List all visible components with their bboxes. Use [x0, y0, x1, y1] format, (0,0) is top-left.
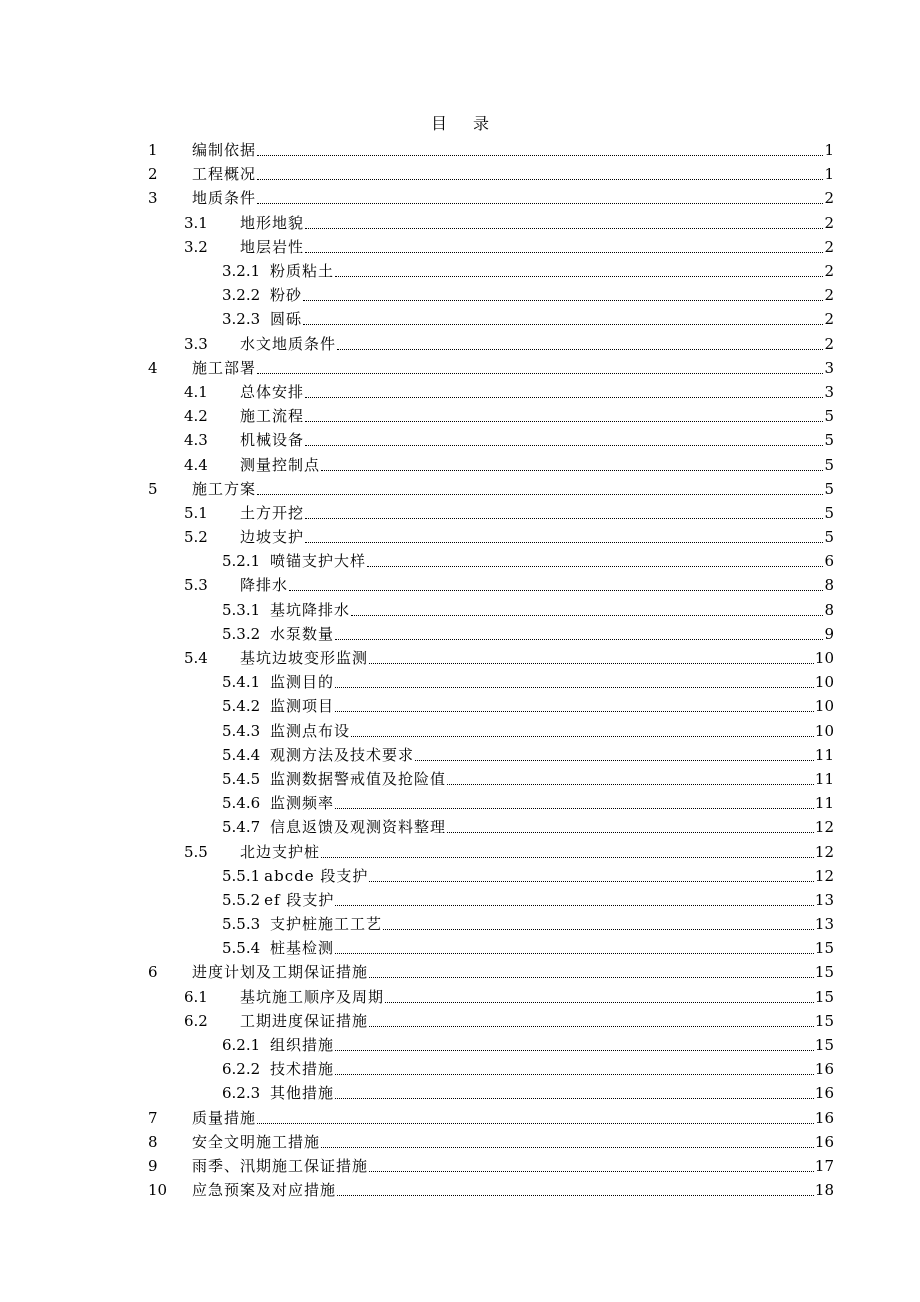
toc-entry-title: 进度计划及工期保证措施 [192, 963, 369, 982]
dot-leader [337, 335, 823, 353]
dot-leader [303, 310, 823, 328]
toc-entry-page-number: 15 [814, 963, 834, 982]
toc-entry[interactable] [148, 936, 834, 960]
toc-heading [0, 114, 920, 134]
dot-leader [321, 456, 823, 474]
toc-entry-page-number: 2 [824, 286, 834, 305]
dot-leader [321, 843, 814, 861]
toc-entry-number: 5.5 [184, 842, 208, 861]
toc-entry-page-number: 8 [824, 600, 834, 619]
toc-entry-page-number: 10 [814, 673, 834, 692]
toc-entry-title: 编制依据 [192, 141, 257, 160]
toc-entry-number: 7 [148, 1108, 158, 1127]
toc-entry[interactable] [148, 598, 834, 622]
toc-entry[interactable] [148, 1081, 834, 1105]
toc-entry-number: 3.2 [184, 237, 208, 256]
dot-leader [351, 601, 823, 619]
toc-entry-page-number: 5 [824, 407, 834, 426]
dot-leader [305, 214, 823, 232]
toc-entry-title: 监测频率 [270, 794, 335, 813]
dot-leader [335, 891, 814, 909]
toc-entry-number: 4.2 [184, 407, 208, 426]
dot-leader [335, 1084, 814, 1102]
toc-entry[interactable] [148, 622, 834, 646]
toc-entry-title: 施工流程 [240, 407, 305, 426]
toc-entry[interactable] [148, 960, 834, 984]
toc-entry-page-number: 12 [814, 866, 834, 885]
toc-entry-page-number: 2 [824, 334, 834, 353]
toc-entry[interactable] [148, 839, 834, 863]
dot-leader [337, 1181, 814, 1199]
toc-entry-title: 总体安排 [240, 382, 305, 401]
toc-entry-page-number: 11 [814, 769, 834, 788]
dot-leader [305, 407, 823, 425]
toc-entry-title: 粉质粘土 [270, 262, 335, 281]
toc-entry-number: 6.1 [184, 987, 208, 1006]
toc-entry-number: 5.4.6 [222, 794, 261, 813]
toc-entry-page-number: 16 [814, 1132, 834, 1151]
toc-heading-char-2: 录 [473, 114, 490, 133]
toc-entry[interactable] [148, 719, 834, 743]
toc-entry-page-number: 3 [824, 382, 834, 401]
toc-entry-page-number: 12 [814, 818, 834, 837]
toc-entry-number: 3.2.3 [222, 310, 261, 329]
toc-entry-title: 基坑施工顺序及周期 [240, 987, 385, 1006]
toc-entry-number: 5.2 [184, 528, 208, 547]
dot-leader [383, 915, 814, 933]
toc-entry-title: 地形地貌 [240, 213, 305, 232]
toc-entry-number: 6 [148, 963, 158, 982]
toc-entry[interactable] [148, 1154, 834, 1178]
toc-entry-number: 5.5.2 [222, 890, 261, 909]
dot-leader [335, 262, 823, 280]
dot-leader [335, 939, 814, 957]
toc-entry-title: 地质条件 [192, 189, 257, 208]
toc-entry-title: 施工部署 [192, 358, 257, 377]
toc-entry-title: 基坑边坡变形监测 [240, 649, 369, 668]
toc-entry-title: 其他措施 [270, 1084, 335, 1103]
toc-entry-number: 4.1 [184, 382, 208, 401]
toc-entry-page-number: 5 [824, 503, 834, 522]
toc-entry[interactable] [148, 162, 834, 186]
toc-entry-title: 测量控制点 [240, 455, 321, 474]
toc-entry-title: 机械设备 [240, 431, 305, 450]
toc-entry[interactable] [148, 888, 834, 912]
toc-entry-page-number: 18 [814, 1181, 834, 1200]
toc-entry[interactable] [148, 307, 834, 331]
toc-entry[interactable] [148, 815, 834, 839]
dot-leader [305, 431, 823, 449]
toc-entry-page-number: 8 [824, 576, 834, 595]
dot-leader [305, 504, 823, 522]
toc-entry-page-number: 1 [824, 141, 834, 160]
toc-entry-number: 5.1 [184, 503, 208, 522]
toc-entry-page-number: 5 [824, 431, 834, 450]
toc-entry-page-number: 5 [824, 455, 834, 474]
toc-entry-title: 观测方法及技术要求 [270, 745, 415, 764]
dot-leader [369, 1012, 814, 1030]
toc-entry-number: 8 [148, 1132, 158, 1151]
toc-entry[interactable] [148, 1057, 834, 1081]
toc-entry-title: 信息返馈及观测资料整理 [270, 818, 447, 837]
toc-entry-title: 土方开挖 [240, 503, 305, 522]
dot-leader [257, 165, 823, 183]
toc-entry-number: 3.2.2 [222, 286, 261, 305]
toc-entry-title: 水文地质条件 [240, 334, 337, 353]
toc-entry-number: 5.5.3 [222, 915, 261, 934]
toc-entry-title: 边坡支护 [240, 528, 305, 547]
toc-entry-number: 3 [148, 189, 158, 208]
dot-leader [335, 1060, 814, 1078]
toc-entry-number: 5.3 [184, 576, 208, 595]
toc-entry[interactable] [148, 211, 834, 235]
toc-entry-number: 4.4 [184, 455, 208, 474]
toc-entry-page-number: 9 [824, 624, 834, 643]
toc-entry-page-number: 10 [814, 697, 834, 716]
toc-entry-page-number: 12 [814, 842, 834, 861]
toc-entry-title: 施工方案 [192, 479, 257, 498]
toc-entry[interactable] [148, 1033, 834, 1057]
toc-entry-number: 5.4.3 [222, 721, 261, 740]
dot-leader [257, 189, 823, 207]
toc-entry[interactable] [148, 1009, 834, 1033]
toc-entry[interactable] [148, 573, 834, 597]
toc-entry[interactable] [148, 332, 834, 356]
toc-entry-number: 3.2.1 [222, 262, 261, 281]
dot-leader [257, 359, 823, 377]
dot-leader [369, 867, 814, 885]
dot-leader [305, 528, 823, 546]
toc-entry-number: 9 [148, 1156, 158, 1175]
toc-entry-page-number: 11 [814, 745, 834, 764]
toc-entry-title: 支护桩施工工艺 [270, 915, 383, 934]
dot-leader [415, 746, 814, 764]
dot-leader [321, 1133, 814, 1151]
toc-entry[interactable] [148, 501, 834, 525]
toc-entry[interactable] [148, 525, 834, 549]
toc-entry[interactable] [148, 767, 834, 791]
toc-entry[interactable] [148, 1130, 834, 1154]
toc-entry[interactable] [148, 477, 834, 501]
dot-leader [335, 794, 814, 812]
toc-entry-title: 喷锚支护大样 [270, 552, 367, 571]
toc-entry-number: 6.2.1 [222, 1036, 261, 1055]
dot-leader [447, 770, 814, 788]
toc-entry[interactable] [148, 646, 834, 670]
toc-entry[interactable] [148, 864, 834, 888]
toc-entry-number: 6.2.2 [222, 1060, 261, 1079]
toc-entry-page-number: 10 [814, 721, 834, 740]
toc-entry-title: 技术措施 [270, 1060, 335, 1079]
dot-leader [369, 649, 814, 667]
toc-entry-number: 5.5.1 [222, 866, 261, 885]
toc-entry-page-number: 15 [814, 987, 834, 1006]
dot-leader [385, 988, 814, 1006]
toc-entry-title: 监测目的 [270, 673, 335, 692]
toc-entry[interactable] [148, 670, 834, 694]
toc-entry-number: 3.1 [184, 213, 208, 232]
toc-entry-page-number: 13 [814, 890, 834, 909]
toc-entry-page-number: 11 [814, 794, 834, 813]
toc-entry-number: 5.2.1 [222, 552, 261, 571]
toc-entry-number: 4.3 [184, 431, 208, 450]
toc-entry-page-number: 5 [824, 479, 834, 498]
toc-entry-page-number: 16 [814, 1084, 834, 1103]
dot-leader [367, 552, 823, 570]
toc-entry-title: 粉砂 [270, 286, 303, 305]
toc-entry-number: 5.4.5 [222, 769, 261, 788]
dot-leader [257, 141, 823, 159]
toc-entry-page-number: 5 [824, 528, 834, 547]
toc-entry-page-number: 10 [814, 649, 834, 668]
toc-entry-title: 安全文明施工措施 [192, 1132, 321, 1151]
toc-entry-title: 圆砾 [270, 310, 303, 329]
toc-entry-page-number: 3 [824, 358, 834, 377]
toc-entry-title: 监测点布设 [270, 721, 351, 740]
toc-entry[interactable] [148, 694, 834, 718]
toc-entry[interactable] [148, 912, 834, 936]
toc-entry[interactable] [148, 791, 834, 815]
table-of-contents [148, 138, 834, 1202]
toc-entry-title: ef 段支护 [264, 890, 335, 909]
toc-entry-title: 北边支护桩 [240, 842, 321, 861]
toc-entry-title: 监测项目 [270, 697, 335, 716]
dot-leader [351, 722, 814, 740]
dot-leader [369, 963, 814, 981]
toc-entry[interactable] [148, 356, 834, 380]
toc-entry-page-number: 15 [814, 1036, 834, 1055]
dot-leader [257, 1109, 814, 1127]
toc-entry-title: 应急预案及对应措施 [192, 1181, 337, 1200]
toc-entry-number: 6.2.3 [222, 1084, 261, 1103]
dot-leader [335, 697, 814, 715]
dot-leader [289, 576, 823, 594]
toc-entry-number: 1 [148, 141, 158, 160]
dot-leader [305, 238, 823, 256]
toc-entry-page-number: 17 [814, 1156, 834, 1175]
toc-entry-page-number: 2 [824, 189, 834, 208]
toc-entry-page-number: 2 [824, 262, 834, 281]
toc-entry[interactable] [148, 235, 834, 259]
toc-entry-title: 地层岩性 [240, 237, 305, 256]
dot-leader [303, 286, 823, 304]
toc-entry-title: 组织措施 [270, 1036, 335, 1055]
toc-entry-page-number: 2 [824, 310, 834, 329]
toc-entry-title: abcde 段支护 [264, 866, 369, 885]
toc-entry-page-number: 15 [814, 939, 834, 958]
toc-entry-number: 5.3.2 [222, 624, 261, 643]
toc-entry[interactable] [148, 259, 834, 283]
toc-entry-page-number: 2 [824, 237, 834, 256]
toc-entry-number: 5.4.1 [222, 673, 261, 692]
toc-entry-number: 2 [148, 165, 158, 184]
dot-leader [369, 1157, 814, 1175]
toc-entry-number: 6.2 [184, 1011, 208, 1030]
toc-entry-title: 工期进度保证措施 [240, 1011, 369, 1030]
toc-entry-page-number: 6 [824, 552, 834, 571]
toc-entry[interactable] [148, 186, 834, 210]
toc-entry[interactable] [148, 452, 834, 476]
toc-entry-number: 5.4.2 [222, 697, 261, 716]
toc-entry-number: 5.4.7 [222, 818, 261, 837]
toc-entry-title: 监测数据警戒值及抢险值 [270, 769, 447, 788]
toc-entry-title: 基坑降排水 [270, 600, 351, 619]
toc-entry[interactable] [148, 1106, 834, 1130]
toc-entry[interactable] [148, 428, 834, 452]
dot-leader [335, 673, 814, 691]
toc-entry-page-number: 15 [814, 1011, 834, 1030]
toc-entry-number: 5.4 [184, 649, 208, 668]
toc-entry[interactable] [148, 985, 834, 1009]
toc-entry-number: 5 [148, 479, 158, 498]
dot-leader [257, 480, 823, 498]
toc-entry-title: 雨季、汛期施工保证措施 [192, 1156, 369, 1175]
toc-entry[interactable] [148, 1178, 834, 1202]
dot-leader [305, 383, 823, 401]
toc-entry-number: 10 [148, 1181, 168, 1200]
toc-entry-title: 水泵数量 [270, 624, 335, 643]
toc-entry-title: 工程概况 [192, 165, 257, 184]
toc-entry-number: 3.3 [184, 334, 208, 353]
toc-entry[interactable] [148, 743, 834, 767]
toc-entry-page-number: 16 [814, 1060, 834, 1079]
toc-entry-number: 5.5.4 [222, 939, 261, 958]
toc-entry[interactable] [148, 138, 834, 162]
toc-entry-title: 桩基检测 [270, 939, 335, 958]
toc-entry-page-number: 16 [814, 1108, 834, 1127]
toc-entry[interactable] [148, 380, 834, 404]
toc-entry-title: 降排水 [240, 576, 289, 595]
dot-leader [447, 818, 814, 836]
toc-entry-number: 4 [148, 358, 158, 377]
toc-entry[interactable] [148, 549, 834, 573]
toc-entry-number: 5.3.1 [222, 600, 261, 619]
toc-entry-page-number: 1 [824, 165, 834, 184]
toc-entry[interactable] [148, 283, 834, 307]
toc-entry-number: 5.4.4 [222, 745, 261, 764]
toc-entry-page-number: 13 [814, 915, 834, 934]
dot-leader [335, 1036, 814, 1054]
toc-heading-char-1: 目 [430, 114, 447, 133]
toc-entry[interactable] [148, 404, 834, 428]
toc-entry-page-number: 2 [824, 213, 834, 232]
toc-entry-title: 质量措施 [192, 1108, 257, 1127]
dot-leader [335, 625, 823, 643]
